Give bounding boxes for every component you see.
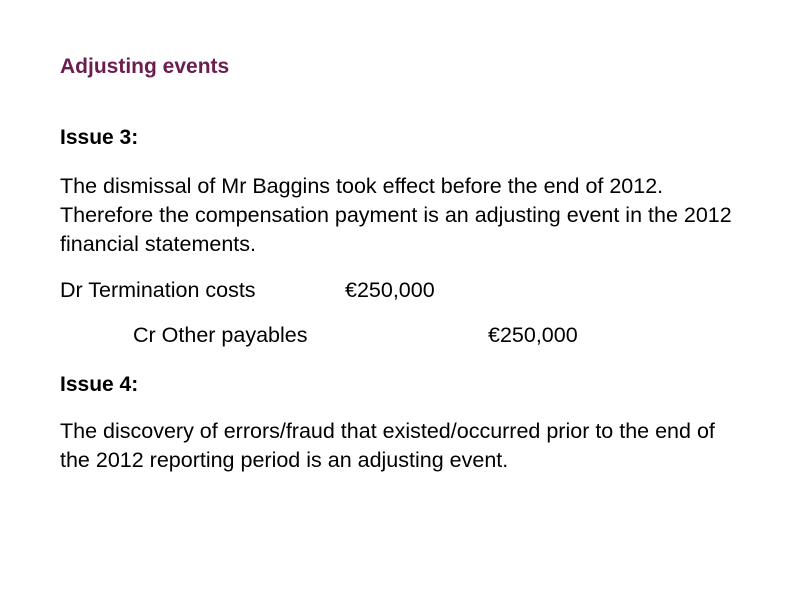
issue-4-heading: Issue 4: — [60, 373, 139, 396]
issue-3-heading: Issue 3: — [60, 126, 139, 149]
credit-entry-label: Cr Other payables — [133, 323, 308, 347]
issue-3-paragraph: The dismissal of Mr Baggins took effect before the end of 2012. Therefore the compensation payment is an adjusting event in the 2012 financial statements. — [60, 174, 732, 256]
debit-entry-label: Dr Termination costs — [60, 278, 256, 302]
debit-entry-amount: €250,000 — [345, 278, 435, 302]
slide-title: Adjusting events — [60, 55, 230, 78]
credit-entry-amount: €250,000 — [488, 323, 578, 347]
issue-4-paragraph: The discovery of errors/fraud that existed/occurred prior to the end of the 2012 reporting period is an adjusting event. — [60, 419, 715, 472]
